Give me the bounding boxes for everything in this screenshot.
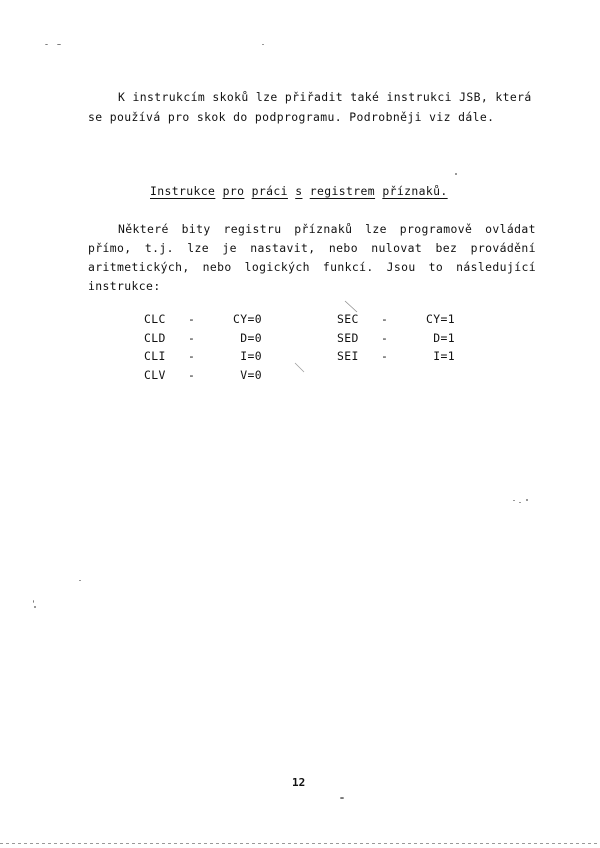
scan-speck [34, 606, 36, 608]
paragraph-word: následující [456, 260, 536, 274]
paragraph-word: lze [365, 222, 387, 236]
paragraph-line [88, 260, 536, 274]
paragraph-line: se používá pro skok do podprogramu. Podrobněji viz dále. [88, 110, 495, 124]
paragraph-word: Jsou [386, 260, 416, 274]
instruction-dash: - [381, 330, 389, 345]
page-number: 12 [292, 776, 306, 789]
scan-speck [455, 173, 457, 175]
paragraph-word: t.j. [144, 241, 174, 255]
heading-word: s [295, 184, 303, 198]
heading-word: pro [222, 184, 245, 198]
instruction-dash: - [381, 312, 389, 326]
heading-word: příznaků. [382, 184, 448, 198]
instruction-mnemonic: SEC [337, 312, 359, 326]
paragraph-word: logických [244, 260, 310, 274]
scan-speck [526, 499, 528, 501]
scan-speck [262, 44, 264, 45]
scan-speck [340, 797, 344, 799]
instruction-dash: - [381, 349, 389, 363]
scan-speck [513, 500, 515, 501]
instruction-mnemonic: SED [337, 330, 359, 345]
instruction-dash: - [188, 349, 196, 363]
scan-speck [57, 44, 61, 45]
paragraph-word: nebo [328, 241, 358, 255]
instruction-dash: - [188, 330, 196, 345]
paragraph-word: ovládat [485, 222, 536, 236]
paragraph-word: Některé [118, 222, 169, 236]
scan-speck [45, 44, 48, 45]
section-heading [150, 184, 448, 198]
instruction-mnemonic: CLV [144, 367, 166, 382]
instruction-effect: V=0 [240, 367, 262, 382]
scan-speck [33, 600, 34, 603]
instruction-mnemonic: CLC [144, 312, 166, 326]
instruction-dash: - [188, 367, 196, 382]
paragraph-word: příznaků [294, 222, 353, 236]
instruction-effect: CY=0 [232, 312, 262, 326]
paragraph-word: provádění [470, 241, 536, 255]
paragraph-word: nebo [202, 260, 232, 274]
instruction-effect: I=0 [240, 349, 262, 363]
scan-edge-line [0, 843, 600, 844]
heading-word: registrem [309, 184, 376, 198]
instruction-mnemonic: CLD [144, 330, 166, 345]
paragraph-word: to [428, 260, 444, 274]
paragraph-line: K instrukcím skoků lze přiřadit také instrukci JSB, která [118, 90, 532, 104]
paragraph-word: registru [223, 222, 282, 236]
instruction-dash: - [188, 312, 196, 326]
paragraph-word: nulovat [371, 241, 423, 255]
instruction-mnemonic: CLI [144, 349, 166, 363]
paragraph-line [88, 241, 536, 255]
instruction-effect: I=1 [433, 349, 455, 363]
heading-word: práci [251, 184, 288, 198]
paragraph-word: aritmetických, [88, 260, 190, 274]
paragraph-word: bity [181, 222, 211, 236]
paragraph-word: funkcí. [322, 260, 374, 274]
paragraph-word: přímo, [88, 241, 132, 255]
instruction-effect: D=1 [433, 330, 455, 345]
heading-word: Instrukce [150, 184, 216, 198]
instruction-mnemonic: SEI [337, 349, 359, 363]
paragraph-line [118, 222, 536, 236]
scan-stroke [344, 300, 358, 314]
paragraph-word: bez [435, 241, 458, 255]
instruction-effect: D=0 [240, 330, 262, 345]
scan-stroke [294, 362, 306, 374]
paragraph-line: instrukce: [88, 279, 161, 293]
instruction-effect: CY=1 [425, 312, 455, 326]
scan-speck [79, 580, 81, 581]
scan-speck [519, 502, 521, 503]
paragraph-word: lze [187, 241, 210, 255]
paragraph-word: nastavit, [250, 241, 316, 255]
paragraph-word: je [222, 241, 237, 255]
paragraph-word: programově [399, 222, 473, 236]
